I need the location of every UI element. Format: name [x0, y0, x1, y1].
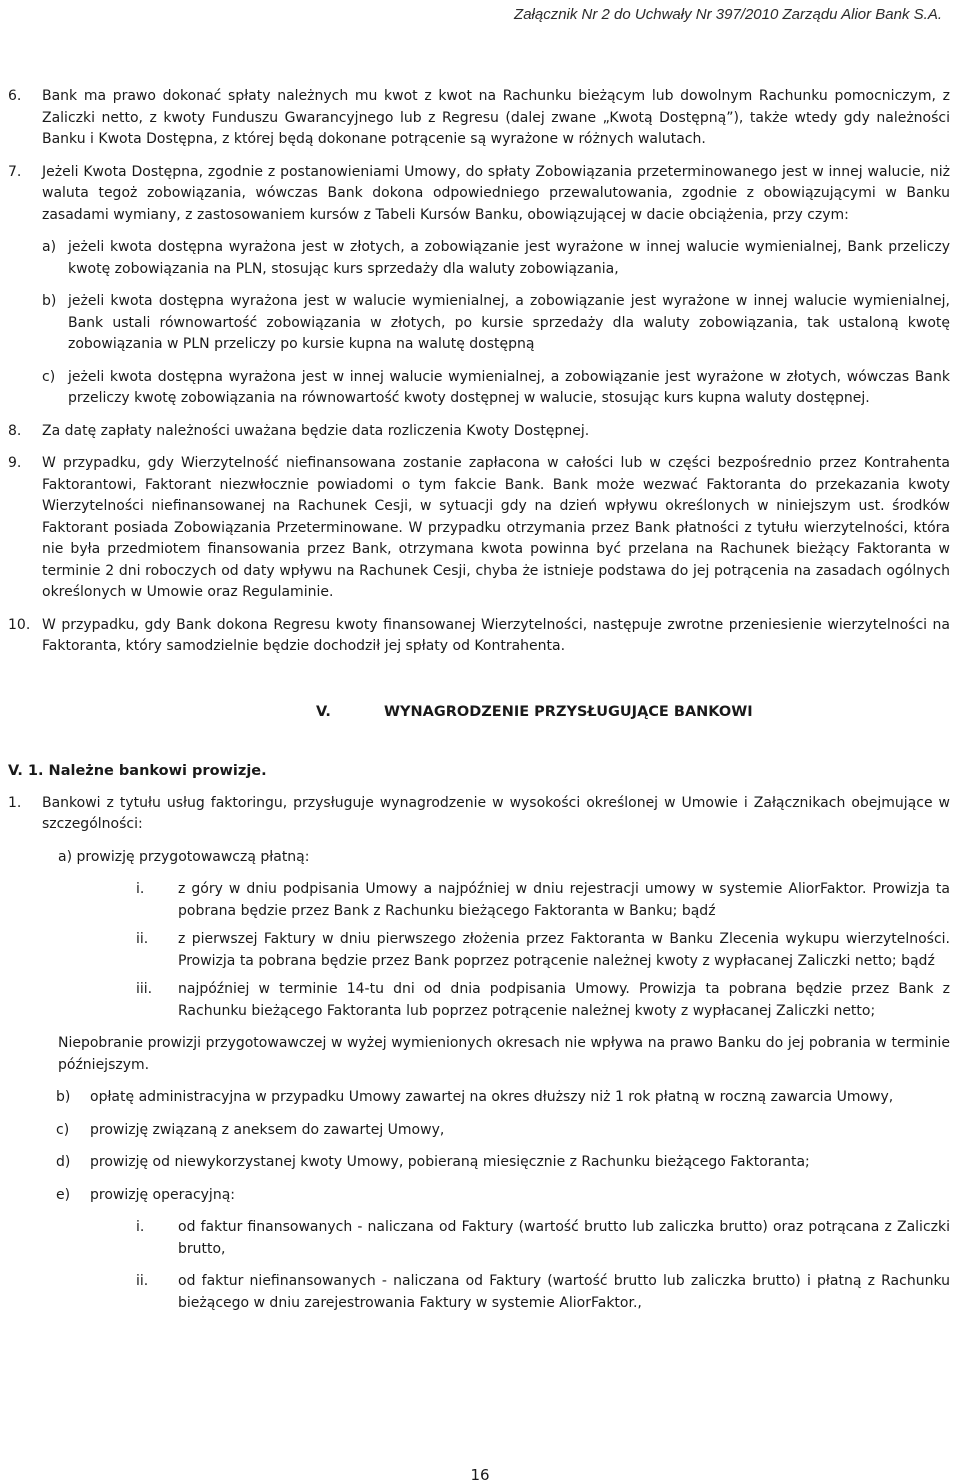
fee-e-option-i	[0, 1217, 960, 1260]
fee-c	[0, 1120, 960, 1142]
document-body	[0, 86, 960, 1314]
fee-d	[0, 1152, 960, 1174]
paragraph-number: 9.	[8, 455, 22, 471]
fee-a-option-i	[0, 879, 960, 922]
subpoint-b	[0, 291, 960, 356]
subsection-heading: V. 1. Należne bankowi prowizje.	[8, 762, 267, 779]
paragraph-9	[0, 453, 960, 604]
fee-e-option-ii	[0, 1271, 960, 1314]
paragraph-text: W przypadku, gdy Bank dokona Regresu kwoty finansowanej Wierzytelności, następuje zwrotne przeniesienie wierzytelności na Faktoranta, który samodzielnie będzie dochodził jej spłaty od Kontrahenta.	[42, 616, 950, 654]
fee-text: opłatę administracyjna w przypadku Umowy zawartej na okres dłuższy niż 1 rok płatną w roczną zawarcia Umowy,	[90, 1089, 894, 1105]
paragraph-7	[0, 162, 960, 227]
fee-b	[0, 1087, 960, 1109]
document-header: Załącznik Nr 2 do Uchwały Nr 397/2010 Zarządu Alior Bank S.A.	[514, 6, 942, 23]
option-text: od faktur finansowanych - naliczana od Faktury (wartość brutto lub zaliczka brutto) oraz potrącana z Zaliczki brutto,	[178, 1219, 950, 1257]
paragraph-6	[0, 86, 960, 151]
fee-a-heading: a) prowizję przygotowawczą płatną:	[58, 848, 310, 865]
subpoint-label: b)	[42, 293, 57, 309]
paragraph-text: Jeżeli Kwota Dostępna, zgodnie z postanowieniami Umowy, do spłaty Zobowiązania przeterminowanego jest w innej walucie, niż waluta tegoż zobowiązania, wówczas Bank dokona odpowiedniego przewalutowania, zgodnie z obowiązującymi w Banku zasadami wymiany, z zastosowaniem kursów z Tabeli Kursów Banku, obowiązującej w dacie obciążenia, przy czym:	[42, 163, 950, 223]
subpoint-label: a)	[42, 239, 57, 255]
subpoint-a	[0, 237, 960, 280]
option-label: iii.	[136, 981, 153, 997]
section-title: WYNAGRODZENIE PRZYSŁUGUJĄCE BANKOWI	[384, 703, 753, 720]
paragraph-number: 8.	[8, 422, 22, 439]
section-heading	[0, 704, 960, 726]
paragraph-number: 6.	[8, 88, 22, 104]
option-text: z pierwszej Faktury w dniu pierwszego złożenia przez Faktoranta w Banku Zlecenia wykupu wierzytelności. Prowizja ta pobrana będzie przez Bank poprzez potrącenie należnej kwoty z wypłacanej Zaliczki netto; bądź	[178, 931, 950, 969]
paragraph-text: Za datę zapłaty należności uważana będzie data rozliczenia Kwoty Dostępnej.	[42, 422, 590, 439]
option-label: i.	[136, 1219, 145, 1235]
option-text: najpóźniej w terminie 14-tu dni od dnia podpisania Umowy. Prowizja ta pobrana będzie przez Bank z Rachunku bieżącego Faktoranta lub poprzez potrącenie należnej kwoty z wypłacanej Zaliczki netto;	[178, 981, 950, 1019]
option-text: od faktur niefinansowanych - naliczana od Faktury (wartość brutto lub zaliczka brutto) i płatną z Rachunku bieżącego w dniu zarejestrowania Faktury w systemie AliorFaktor.,	[178, 1273, 950, 1311]
option-label: i.	[136, 881, 145, 897]
subpoint-c	[0, 367, 960, 410]
fee-label: d)	[56, 1154, 71, 1170]
point-1	[0, 793, 960, 836]
fee-text: prowizję operacyjną:	[90, 1186, 235, 1203]
option-label: ii.	[136, 1273, 149, 1289]
option-text: z góry w dniu podpisania Umowy a najpóźniej w dniu rejestracji umowy w systemie AliorFaktor. Prowizja ta pobrana będzie przez Bank z Rachunku bieżącego Faktoranta w Banku; bądź	[178, 881, 950, 919]
paragraph-number: 7.	[8, 163, 22, 180]
page-number: 16	[470, 1466, 490, 1484]
paragraph-number: 1.	[8, 794, 22, 811]
fee-e	[0, 1185, 960, 1207]
fee-label: b)	[56, 1089, 71, 1105]
section-number: V.	[316, 703, 331, 720]
paragraph-8	[0, 421, 960, 443]
subpoint-label: c)	[42, 368, 56, 385]
paragraph-number: 10.	[8, 616, 31, 633]
option-label: ii.	[136, 931, 149, 947]
fee-a-option-ii	[0, 929, 960, 972]
subpoint-text: jeżeli kwota dostępna wyrażona jest w innej walucie wymienialnej, a zobowiązanie jest wyrażone w złotych, wówczas Bank przeliczy kwotę zobowiązania na równowartość kwoty dostępnej w walucie, stosując kurs kupna waluty dostępnej.	[68, 368, 950, 406]
fee-label: c)	[56, 1121, 70, 1138]
subpoint-text: jeżeli kwota dostępna wyrażona jest w złotych, a zobowiązanie jest wyrażone w innej walucie wymienialnej, Bank przeliczy kwotę zobowiązania na PLN, stosując kurs sprzedaży dla waluty zobowiązania,	[68, 239, 950, 277]
subpoint-text: jeżeli kwota dostępna wyrażona jest w walucie wymienialnej, a zobowiązanie jest wyrażone w innej walucie wymienialnej, Bank ustali równowartość zobowiązania w złotych, po kursie sprzedaży dla waluty zobowiązania, tak ustaloną kwotę zobowiązania w PLN przeliczy po kursie kupna na walutę dostępną	[68, 293, 950, 352]
fee-label: e)	[56, 1186, 71, 1203]
paragraph-10	[0, 615, 960, 658]
fee-text: prowizję związaną z aneksem do zawartej Umowy,	[90, 1121, 445, 1138]
paragraph-text: Bankowi z tytułu usług faktoringu, przysługuje wynagrodzenie w wysokości określonej w Umowie i Załącznikach obejmujące w szczególności:	[42, 794, 950, 832]
fee-a-note: Niepobranie prowizji przygotowawczej w wyżej wymienionych okresach nie wpływa na prawo Banku do jej pobrania w terminie późniejszym.	[58, 1035, 950, 1073]
fee-text: prowizję od niewykorzystanej kwoty Umowy, pobieraną miesięcznie z Rachunku bieżącego Faktoranta;	[90, 1154, 810, 1170]
fee-a-option-iii	[0, 979, 960, 1022]
paragraph-text: Bank ma prawo dokonać spłaty należnych mu kwot z kwot na Rachunku bieżącym lub dowolnym Rachunku pomocniczym, z Zaliczki netto, z kwoty Funduszu Gwarancyjnego lub z Regresu (dalej zwane „Kwotą Dostępną”), także wtedy gdy należności Banku i Kwota Dostępna, z której będą dokonane potrącenie są wyrażone w różnych walutach.	[42, 88, 950, 147]
paragraph-text: W przypadku, gdy Wierzytelność niefinansowana zostanie zapłacona w całości lub w części bezpośrednio przez Kontrahenta Faktorantowi, Faktorant niezwłocznie powiadomi o tym fakcie Bank. Bank może wezwać Faktoranta do przekazania kwoty Wierzytelności niefinansowanej na Rachunek Cesji, w sytuacji gdy na dzień wpływu określonych w niniejszym ust. środków Faktorant posiada Zobowiązania Przeterminowane. W przypadku otrzymania przez Bank płatności z tytułu wierzytelności, która nie była przedmiotem finansowania przez Bank, otrzymana kwota powinna być przelana na Rachunek bieżący Faktoranta w terminie 2 dni roboczych od daty wpływu na Rachunek Cesji, chyba że istnieje podstawa do jej potrącenia na zasadach ogólnych określonych w Umowie oraz Regulaminie.	[42, 455, 950, 600]
